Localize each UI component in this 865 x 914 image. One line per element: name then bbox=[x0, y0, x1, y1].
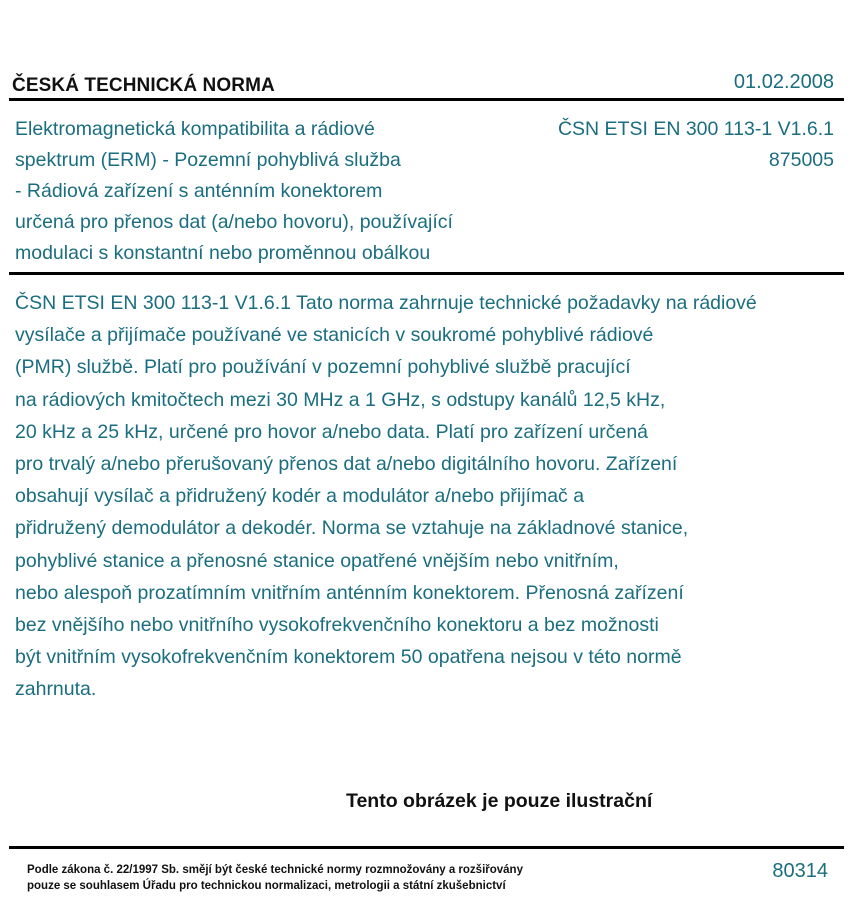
abstract-line: (PMR) službě. Platí pro používání v pozemní pohyblivé službě pracující bbox=[15, 356, 631, 379]
document-title bbox=[15, 114, 515, 269]
abstract-line: pohyblivé stanice a přenosné stanice opatřené vnějším nebo vnitřním, bbox=[15, 549, 619, 572]
abstract-line: 20 kHz a 25 kHz, určené pro hovor a/nebo data. Platí pro zařízení určená bbox=[15, 420, 649, 443]
catalog-number: 80314 bbox=[772, 860, 828, 882]
legal-notice-line: pouze se souhlasem Úřadu pro technickou normalizaci, metrologii a státní zkušebnictví bbox=[27, 880, 506, 892]
title-line: určená pro přenos dat (a/nebo hovoru), používající bbox=[15, 211, 453, 233]
abstract-text bbox=[15, 287, 855, 706]
abstract-line: přidružený demodulátor a dekodér. Norma se vztahuje na základnové stanice, bbox=[15, 517, 689, 540]
abstract-line: bez vnějšího nebo vnitřního vysokofrekvenčního konektoru a bez možnosti bbox=[15, 614, 659, 637]
abstract-line: být vnitřním vysokofrekvenčním konektorem 50 opatřena nejsou v této normě bbox=[15, 646, 682, 669]
illustration-note: Tento obrázek je pouze ilustrační bbox=[346, 790, 653, 812]
standard-identifier bbox=[558, 114, 834, 176]
abstract-line: vysílače a přijímače používané ve stanicích v soukromé pohyblivé rádiové bbox=[15, 324, 654, 347]
title-divider bbox=[9, 272, 844, 275]
abstract-line: na rádiových kmitočtech mezi 30 MHz a 1 GHz, s odstupy kanálů 12,5 kHz, bbox=[15, 388, 666, 411]
title-line: spektrum (ERM) - Pozemní pohyblivá služba bbox=[15, 149, 401, 171]
abstract-line: obsahují vysílač a přidružený kodér a modulátor a/nebo přijímač a bbox=[15, 485, 585, 508]
document-type-heading: ČESKÁ TECHNICKÁ NORMA bbox=[12, 75, 275, 96]
title-line: Elektromagnetická kompatibilita a rádiové bbox=[15, 118, 375, 140]
classification-code: 875005 bbox=[768, 149, 834, 171]
footer-divider bbox=[9, 846, 844, 849]
abstract-line: nebo alespoň prozatímním vnitřním anténním konektorem. Přenosná zařízení bbox=[15, 581, 684, 604]
title-line: modulaci s konstantní nebo proměnnou obálkou bbox=[15, 242, 431, 264]
header-divider bbox=[9, 98, 844, 101]
legal-notice bbox=[27, 862, 523, 894]
standard-number: ČSN ETSI EN 300 113-1 V1.6.1 bbox=[557, 118, 834, 140]
abstract-line: pro trvalý a/nebo přerušovaný přenos dat a/nebo digitálního hovoru. Zařízení bbox=[15, 453, 678, 476]
abstract-line: zahrnuta. bbox=[15, 678, 97, 701]
title-line: - Rádiová zařízení s anténním konektorem bbox=[15, 180, 383, 202]
publication-date: 01.02.2008 bbox=[733, 71, 834, 93]
legal-notice-line: Podle zákona č. 22/1997 Sb. smějí být české technické normy rozmnožovány a rozšiřovány bbox=[27, 864, 523, 876]
abstract-line: ČSN ETSI EN 300 113-1 V1.6.1 Tato norma zahrnuje technické požadavky na rádiové bbox=[15, 292, 757, 314]
